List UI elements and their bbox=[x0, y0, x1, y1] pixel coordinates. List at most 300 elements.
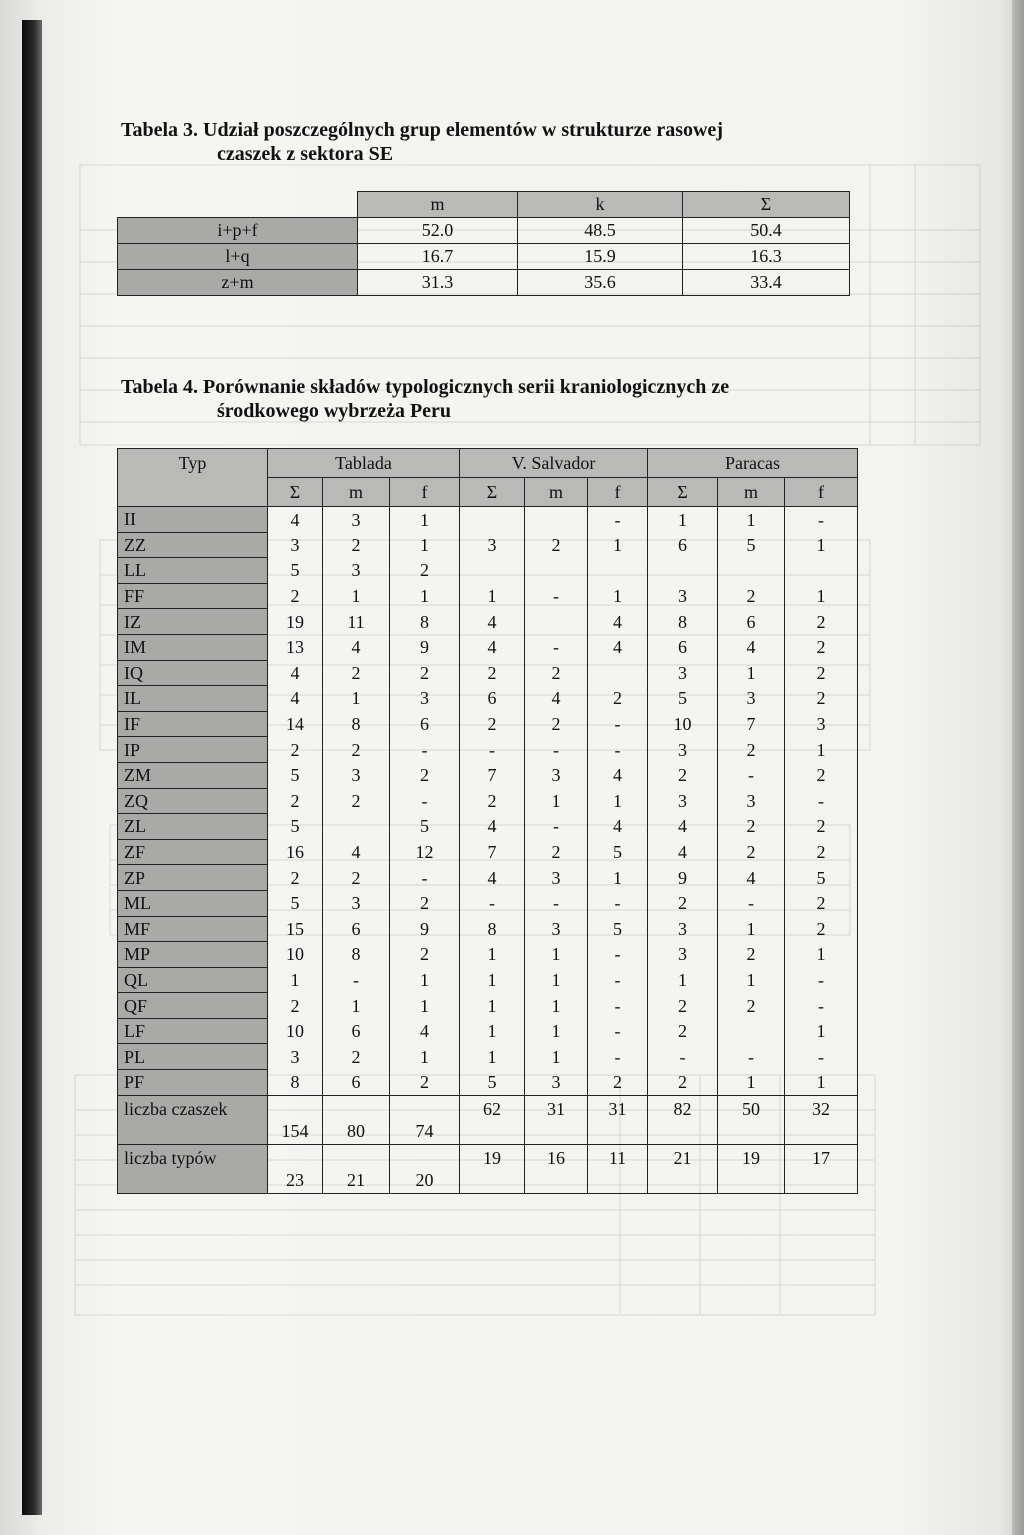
table-cell: 6 bbox=[460, 686, 525, 712]
table-cell: 3 bbox=[525, 865, 588, 891]
summary-cell: 31 bbox=[588, 1095, 648, 1144]
table-cell: 4 bbox=[588, 634, 648, 660]
table-cell: 4 bbox=[718, 634, 785, 660]
table-cell: 2 bbox=[785, 686, 858, 712]
table-cell: 1 bbox=[785, 1070, 858, 1096]
table-row bbox=[118, 711, 858, 737]
row-label: IP bbox=[118, 737, 268, 763]
table4-group-header-row bbox=[118, 449, 858, 478]
summary-cell: 62 bbox=[460, 1095, 525, 1144]
table-cell: 5 bbox=[268, 558, 323, 584]
table-cell: - bbox=[525, 814, 588, 840]
table-cell: 1 bbox=[525, 942, 588, 968]
table-row bbox=[118, 609, 858, 635]
table-cell: - bbox=[525, 583, 588, 609]
table-cell: 1 bbox=[323, 686, 390, 712]
table-cell: 3 bbox=[648, 788, 718, 814]
table-cell: 1 bbox=[525, 967, 588, 993]
summary-cell: 21 bbox=[648, 1144, 718, 1193]
table-cell: - bbox=[718, 890, 785, 916]
table-cell: 3 bbox=[323, 507, 390, 533]
table-cell: - bbox=[525, 890, 588, 916]
table-cell: 5 bbox=[648, 686, 718, 712]
table-cell: - bbox=[588, 1044, 648, 1070]
table-cell: 2 bbox=[323, 660, 390, 686]
summary-cell: 11 bbox=[588, 1144, 648, 1193]
table-cell: 5 bbox=[785, 865, 858, 891]
table-cell: 3 bbox=[390, 686, 460, 712]
row-label: IL bbox=[118, 686, 268, 712]
row-label: LL bbox=[118, 558, 268, 584]
table-row bbox=[118, 634, 858, 660]
subheader-f: f bbox=[390, 478, 460, 507]
row-label: ZQ bbox=[118, 788, 268, 814]
summary-label: liczba czaszek bbox=[118, 1095, 268, 1144]
table-cell: 1 bbox=[390, 993, 460, 1019]
table-cell: 1 bbox=[648, 507, 718, 533]
table-cell: 1 bbox=[785, 1018, 858, 1044]
table-cell: 11 bbox=[323, 609, 390, 635]
table-cell: 1 bbox=[718, 660, 785, 686]
table-cell: - bbox=[588, 737, 648, 763]
table3-header-row bbox=[118, 192, 850, 218]
table-cell: 50.4 bbox=[683, 218, 850, 244]
table-cell: 2 bbox=[323, 865, 390, 891]
table-cell: 2 bbox=[390, 942, 460, 968]
table-cell: 7 bbox=[460, 839, 525, 865]
table-cell: - bbox=[785, 993, 858, 1019]
table-cell: 2 bbox=[718, 839, 785, 865]
table-row bbox=[118, 686, 858, 712]
table-row bbox=[118, 1070, 858, 1096]
table-cell: 4 bbox=[718, 865, 785, 891]
table-cell: 1 bbox=[718, 916, 785, 942]
table-row bbox=[118, 244, 850, 270]
table-cell: 1 bbox=[588, 532, 648, 558]
table4-caption-line2: środkowego wybrzeża Peru bbox=[217, 400, 452, 422]
table-cell: 13 bbox=[268, 634, 323, 660]
table-cell: 2 bbox=[718, 737, 785, 763]
table-cell: 5 bbox=[460, 1070, 525, 1096]
table-cell: - bbox=[588, 890, 648, 916]
summary-cell: 154 bbox=[268, 1095, 323, 1144]
table-cell: 1 bbox=[460, 1044, 525, 1070]
table-row bbox=[118, 967, 858, 993]
table-cell: 2 bbox=[785, 660, 858, 686]
table-cell: 14 bbox=[268, 711, 323, 737]
table-cell: 6 bbox=[323, 1018, 390, 1044]
summary-cell: 17 bbox=[785, 1144, 858, 1193]
summary-cell: 16 bbox=[525, 1144, 588, 1193]
table-cell: 15.9 bbox=[518, 244, 683, 270]
summary-row bbox=[118, 1095, 858, 1144]
table-cell: 2 bbox=[718, 993, 785, 1019]
table-cell: 3 bbox=[718, 686, 785, 712]
table-row bbox=[118, 916, 858, 942]
table3-caption-line1: Tabela 3. Udział poszczególnych grup elementów w strukturze rasowej bbox=[121, 119, 723, 141]
table-row bbox=[118, 583, 858, 609]
book-spine-shadow bbox=[22, 20, 42, 1515]
table-cell bbox=[718, 558, 785, 584]
table-cell bbox=[323, 814, 390, 840]
table-cell: 4 bbox=[268, 686, 323, 712]
subheader-m: m bbox=[525, 478, 588, 507]
summary-cell: 23 bbox=[268, 1144, 323, 1193]
table-cell: 1 bbox=[525, 1018, 588, 1044]
table-cell: 2 bbox=[390, 890, 460, 916]
table-cell: 2 bbox=[785, 890, 858, 916]
table-cell: 5 bbox=[268, 890, 323, 916]
table-cell: 2 bbox=[268, 737, 323, 763]
table-cell: - bbox=[525, 737, 588, 763]
table-cell: 4 bbox=[525, 686, 588, 712]
table-cell: 5 bbox=[588, 916, 648, 942]
table-cell: 2 bbox=[268, 788, 323, 814]
row-label: IQ bbox=[118, 660, 268, 686]
row-label: LF bbox=[118, 1018, 268, 1044]
table-cell: 2 bbox=[268, 865, 323, 891]
table-cell: 4 bbox=[268, 660, 323, 686]
table-cell: 1 bbox=[460, 993, 525, 1019]
table3-header-sum: Σ bbox=[683, 192, 850, 218]
table-cell: 2 bbox=[785, 634, 858, 660]
summary-cell: 19 bbox=[460, 1144, 525, 1193]
table-cell: 2 bbox=[785, 609, 858, 635]
table-cell: 2 bbox=[460, 711, 525, 737]
table-cell: 6 bbox=[323, 916, 390, 942]
group-header-paracas: Paracas bbox=[648, 449, 858, 478]
row-label: ZL bbox=[118, 814, 268, 840]
summary-cell: 20 bbox=[390, 1144, 460, 1193]
row-label: ZZ bbox=[118, 532, 268, 558]
table-cell: 3 bbox=[525, 916, 588, 942]
table-cell: 2 bbox=[323, 737, 390, 763]
subheader-sum: Σ bbox=[268, 478, 323, 507]
table-cell: 2 bbox=[785, 916, 858, 942]
table-cell: 1 bbox=[525, 1044, 588, 1070]
table-cell: 3 bbox=[785, 711, 858, 737]
table-cell: 2 bbox=[390, 1070, 460, 1096]
table3-caption bbox=[121, 118, 723, 166]
table-cell bbox=[718, 1018, 785, 1044]
table-cell: 1 bbox=[390, 1044, 460, 1070]
row-label: PF bbox=[118, 1070, 268, 1096]
table-cell: 2 bbox=[648, 762, 718, 788]
row-label: ZM bbox=[118, 762, 268, 788]
table-cell: 6 bbox=[323, 1070, 390, 1096]
subheader-m: m bbox=[323, 478, 390, 507]
subheader-f: f bbox=[588, 478, 648, 507]
table-cell: 2 bbox=[785, 839, 858, 865]
table-row bbox=[118, 507, 858, 533]
table3 bbox=[117, 191, 850, 296]
table-row bbox=[118, 270, 850, 296]
table-cell: - bbox=[390, 737, 460, 763]
subheader-f: f bbox=[785, 478, 858, 507]
table-cell: 4 bbox=[460, 865, 525, 891]
table-cell: - bbox=[785, 788, 858, 814]
table-cell: 8 bbox=[323, 711, 390, 737]
table4-caption bbox=[121, 375, 729, 423]
table-cell: 3 bbox=[718, 788, 785, 814]
table-cell: - bbox=[588, 1018, 648, 1044]
table-cell: 2 bbox=[648, 1018, 718, 1044]
table-cell: 5 bbox=[718, 532, 785, 558]
table-cell: - bbox=[785, 1044, 858, 1070]
table-cell: 2 bbox=[268, 583, 323, 609]
row-label: MP bbox=[118, 942, 268, 968]
row-label: IF bbox=[118, 711, 268, 737]
table-cell: 4 bbox=[460, 609, 525, 635]
table-cell: 1 bbox=[390, 967, 460, 993]
summary-cell: 74 bbox=[390, 1095, 460, 1144]
table-cell: 4 bbox=[460, 634, 525, 660]
table-cell: 2 bbox=[323, 1044, 390, 1070]
table-row bbox=[118, 1044, 858, 1070]
row-label: IM bbox=[118, 634, 268, 660]
table-row bbox=[118, 942, 858, 968]
table-cell: - bbox=[323, 967, 390, 993]
table-cell: 8 bbox=[323, 942, 390, 968]
table-cell: 16.7 bbox=[358, 244, 518, 270]
table4-body bbox=[118, 507, 858, 1194]
table-cell: - bbox=[785, 507, 858, 533]
table-row bbox=[118, 865, 858, 891]
table-cell: 1 bbox=[525, 993, 588, 1019]
group-header-tablada: Tablada bbox=[268, 449, 460, 478]
table-cell: 2 bbox=[460, 788, 525, 814]
table-cell: 16 bbox=[268, 839, 323, 865]
table-cell: 33.4 bbox=[683, 270, 850, 296]
table-cell bbox=[785, 558, 858, 584]
table-cell: 3 bbox=[648, 737, 718, 763]
table-cell: 4 bbox=[588, 762, 648, 788]
summary-cell: 80 bbox=[323, 1095, 390, 1144]
table-cell: 1 bbox=[785, 583, 858, 609]
table-cell: - bbox=[588, 993, 648, 1019]
table4-type-header: Typ bbox=[118, 449, 268, 507]
table-cell: - bbox=[648, 1044, 718, 1070]
table-cell: 2 bbox=[718, 583, 785, 609]
table-cell: 1 bbox=[588, 788, 648, 814]
table-cell: 2 bbox=[390, 558, 460, 584]
table-cell: 2 bbox=[323, 532, 390, 558]
table-cell: 3 bbox=[460, 532, 525, 558]
table-cell: 9 bbox=[390, 916, 460, 942]
row-label: z+m bbox=[118, 270, 358, 296]
table-cell: 6 bbox=[718, 609, 785, 635]
table-cell: 4 bbox=[588, 609, 648, 635]
table-cell: - bbox=[390, 788, 460, 814]
table-cell: 4 bbox=[268, 507, 323, 533]
table-cell: - bbox=[718, 1044, 785, 1070]
table-row bbox=[118, 890, 858, 916]
table-cell: - bbox=[588, 507, 648, 533]
table-cell: 4 bbox=[648, 839, 718, 865]
table-cell bbox=[525, 609, 588, 635]
row-label: PL bbox=[118, 1044, 268, 1070]
group-header-v-salvador: V. Salvador bbox=[460, 449, 648, 478]
summary-cell: 50 bbox=[718, 1095, 785, 1144]
table-cell: 1 bbox=[460, 967, 525, 993]
table-cell: 3 bbox=[268, 1044, 323, 1070]
table-cell: 4 bbox=[323, 839, 390, 865]
table-cell: 16.3 bbox=[683, 244, 850, 270]
table-cell: 9 bbox=[648, 865, 718, 891]
table-cell: 1 bbox=[648, 967, 718, 993]
table-row bbox=[118, 839, 858, 865]
table-cell bbox=[525, 558, 588, 584]
summary-cell: 21 bbox=[323, 1144, 390, 1193]
table-row bbox=[118, 993, 858, 1019]
table3-corner bbox=[118, 192, 358, 218]
table-cell: 19 bbox=[268, 609, 323, 635]
table-cell: 1 bbox=[268, 967, 323, 993]
table-cell: 2 bbox=[588, 1070, 648, 1096]
table-cell: 2 bbox=[718, 942, 785, 968]
table4-caption-line1: Tabela 4. Porównanie składów typologicznych serii kraniologicznych ze bbox=[121, 376, 730, 398]
table-cell: 1 bbox=[588, 865, 648, 891]
table-row bbox=[118, 532, 858, 558]
subheader-sum: Σ bbox=[460, 478, 525, 507]
table-cell: 1 bbox=[718, 507, 785, 533]
table-cell: 52.0 bbox=[358, 218, 518, 244]
table-cell: 2 bbox=[785, 814, 858, 840]
table-cell: 1 bbox=[588, 583, 648, 609]
table-cell: 2 bbox=[390, 762, 460, 788]
row-label: MF bbox=[118, 916, 268, 942]
summary-cell: 31 bbox=[525, 1095, 588, 1144]
table-cell: 1 bbox=[460, 583, 525, 609]
table-cell: 1 bbox=[785, 532, 858, 558]
row-label: IZ bbox=[118, 609, 268, 635]
table-cell: 4 bbox=[323, 634, 390, 660]
table-cell: 1 bbox=[785, 737, 858, 763]
table-row bbox=[118, 762, 858, 788]
table-cell bbox=[460, 558, 525, 584]
subheader-m: m bbox=[718, 478, 785, 507]
table-cell bbox=[525, 507, 588, 533]
table-cell: 2 bbox=[525, 532, 588, 558]
table-cell: - bbox=[588, 942, 648, 968]
table-row bbox=[118, 558, 858, 584]
row-label: II bbox=[118, 507, 268, 533]
row-label: QL bbox=[118, 967, 268, 993]
table-cell: 3 bbox=[648, 942, 718, 968]
table-cell: 3 bbox=[525, 762, 588, 788]
table-cell: 2 bbox=[525, 711, 588, 737]
table-cell: 5 bbox=[268, 814, 323, 840]
table-cell: 3 bbox=[323, 558, 390, 584]
table-cell: 7 bbox=[460, 762, 525, 788]
table-row bbox=[118, 788, 858, 814]
table-cell: 3 bbox=[323, 762, 390, 788]
table-cell: 3 bbox=[268, 532, 323, 558]
table-cell: 5 bbox=[390, 814, 460, 840]
table-cell: 48.5 bbox=[518, 218, 683, 244]
table3-caption-line2: czaszek z sektora SE bbox=[217, 143, 394, 165]
table-cell: 4 bbox=[588, 814, 648, 840]
table-cell: 2 bbox=[588, 686, 648, 712]
table-cell: 3 bbox=[323, 890, 390, 916]
table-cell: 3 bbox=[648, 583, 718, 609]
table-cell: 3 bbox=[525, 1070, 588, 1096]
table-row bbox=[118, 814, 858, 840]
table-cell: 1 bbox=[323, 993, 390, 1019]
table3-header-k: k bbox=[518, 192, 683, 218]
row-label: i+p+f bbox=[118, 218, 358, 244]
table3-header-m: m bbox=[358, 192, 518, 218]
table-cell: 12 bbox=[390, 839, 460, 865]
subheader-sum: Σ bbox=[648, 478, 718, 507]
table-cell: 8 bbox=[460, 916, 525, 942]
table-cell: 1 bbox=[323, 583, 390, 609]
table-cell: 3 bbox=[648, 660, 718, 686]
table-cell: 10 bbox=[268, 1018, 323, 1044]
table-cell: 8 bbox=[648, 609, 718, 635]
table-cell: - bbox=[718, 762, 785, 788]
table-cell bbox=[648, 558, 718, 584]
table-cell: 1 bbox=[785, 942, 858, 968]
table-cell bbox=[460, 507, 525, 533]
table-cell: 2 bbox=[648, 993, 718, 1019]
row-label: ZF bbox=[118, 839, 268, 865]
table-cell: 1 bbox=[390, 583, 460, 609]
table-cell: 1 bbox=[390, 507, 460, 533]
table-cell: - bbox=[785, 967, 858, 993]
table-cell: 2 bbox=[460, 660, 525, 686]
table-cell: - bbox=[588, 711, 648, 737]
table-cell: - bbox=[588, 967, 648, 993]
table-cell: 1 bbox=[718, 967, 785, 993]
table-cell: 35.6 bbox=[518, 270, 683, 296]
table-cell: 6 bbox=[390, 711, 460, 737]
summary-cell: 82 bbox=[648, 1095, 718, 1144]
table-cell: 2 bbox=[648, 890, 718, 916]
summary-label: liczba typów bbox=[118, 1144, 268, 1193]
table-cell: - bbox=[460, 890, 525, 916]
table-cell: - bbox=[525, 634, 588, 660]
table-cell: 5 bbox=[588, 839, 648, 865]
table-cell: 6 bbox=[648, 634, 718, 660]
row-label: l+q bbox=[118, 244, 358, 270]
table-cell: 1 bbox=[525, 788, 588, 814]
table-cell bbox=[588, 558, 648, 584]
table-cell: - bbox=[460, 737, 525, 763]
table-row bbox=[118, 1018, 858, 1044]
table-cell: 8 bbox=[268, 1070, 323, 1096]
table-cell bbox=[588, 660, 648, 686]
table-row bbox=[118, 737, 858, 763]
table-cell: 2 bbox=[718, 814, 785, 840]
table-cell: 2 bbox=[648, 1070, 718, 1096]
summary-row bbox=[118, 1144, 858, 1193]
table-cell: 31.3 bbox=[358, 270, 518, 296]
row-label: FF bbox=[118, 583, 268, 609]
table-cell: 4 bbox=[390, 1018, 460, 1044]
table-cell: 2 bbox=[268, 993, 323, 1019]
summary-cell: 19 bbox=[718, 1144, 785, 1193]
table-cell: 2 bbox=[525, 839, 588, 865]
table-cell: 7 bbox=[718, 711, 785, 737]
page-edge bbox=[1012, 0, 1024, 1535]
table-cell: 2 bbox=[785, 762, 858, 788]
table-cell: 10 bbox=[648, 711, 718, 737]
table4 bbox=[117, 448, 858, 1194]
table-row bbox=[118, 218, 850, 244]
table-row bbox=[118, 660, 858, 686]
row-label: ML bbox=[118, 890, 268, 916]
